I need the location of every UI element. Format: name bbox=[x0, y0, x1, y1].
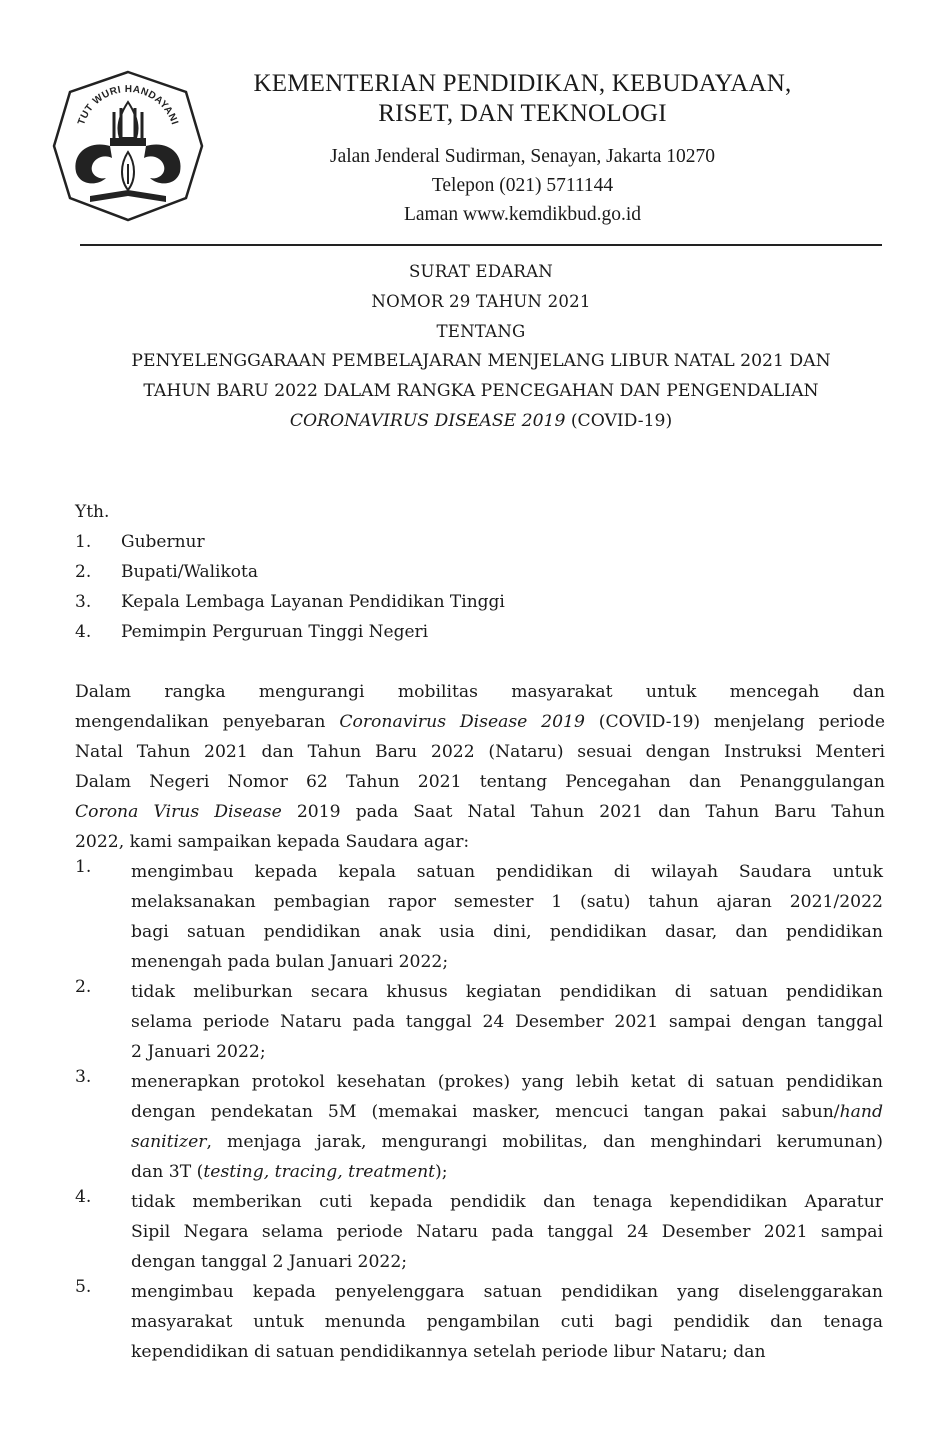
text-run: ); bbox=[435, 1162, 448, 1182]
point-line: kependidikan di satuan pendidikannya setelah periode libur Nataru; dan bbox=[131, 1342, 766, 1362]
point-number: 4. bbox=[75, 1187, 92, 1207]
paragraph-line: Dalam Negeri Nomor 62 Tahun 2021 tentang Pencegahan dan Penanggulangan bbox=[75, 772, 885, 792]
text-run: 2019 pada Saat Natal Tahun 2021 dan Tahun Baru Tahun bbox=[281, 802, 885, 822]
point-line bbox=[131, 1097, 883, 1127]
point-number: 3. bbox=[75, 1067, 92, 1087]
salutation: Yth. bbox=[75, 502, 110, 522]
point-line: bagi satuan pendidikan anak usia dini, pendidikan dasar, dan pendidikan bbox=[131, 922, 883, 942]
point-number: 5. bbox=[75, 1277, 92, 1297]
tut-wuri-handayani-logo bbox=[50, 68, 206, 224]
point-line: mengimbau kepada kepala satuan pendidikan di wilayah Saudara untuk bbox=[131, 862, 883, 882]
text-run: (COVID-19) menjelang periode bbox=[584, 712, 886, 732]
point-line: tidak memberikan cuti kepada pendidik dan tenaga kependidikan Aparatur bbox=[131, 1192, 883, 1212]
text-italic: sanitizer bbox=[131, 1132, 207, 1152]
intro-paragraph bbox=[75, 677, 885, 857]
recipient-number: 3. bbox=[75, 592, 92, 612]
ministry-website: Laman www.kemdikbud.go.id bbox=[403, 204, 642, 225]
recipient-item: Gubernur bbox=[121, 532, 205, 552]
recipient-item: Bupati/Walikota bbox=[121, 562, 258, 582]
point-line: tidak meliburkan secara khusus kegiatan pendidikan di satuan pendidikan bbox=[131, 982, 883, 1002]
recipient-item: Kepala Lembaga Layanan Pendidikan Tinggi bbox=[121, 592, 505, 612]
letter-subject-line2: TAHUN BARU 2022 DALAM RANGKA PENCEGAHAN DAN PENGENDALIAN bbox=[143, 381, 819, 401]
point-text bbox=[131, 857, 883, 977]
paragraph-line: 2022, kami sampaikan kepada Saudara agar: bbox=[75, 832, 470, 852]
letterhead-divider bbox=[80, 244, 882, 246]
point-line: dengan tanggal 2 Januari 2022; bbox=[131, 1252, 408, 1272]
recipient-item: Pemimpin Perguruan Tinggi Negeri bbox=[121, 622, 429, 642]
letter-number: NOMOR 29 TAHUN 2021 bbox=[371, 292, 591, 311]
point-number: 2. bbox=[75, 977, 92, 997]
point-text bbox=[131, 977, 883, 1067]
point-line: mengimbau kepada penyelenggara satuan pendidikan yang diselenggarakan bbox=[131, 1282, 883, 1302]
svg-text:TUT WURI HANDAYANI: TUT WURI HANDAYANI bbox=[76, 83, 180, 127]
paragraph-line bbox=[75, 797, 885, 827]
point-line: menerapkan protokol kesehatan (prokes) yang lebih ketat di satuan pendidikan bbox=[131, 1072, 883, 1092]
recipient-number: 2. bbox=[75, 562, 92, 582]
point-line: Sipil Negara selama periode Nataru pada tanggal 24 Desember 2021 sampai bbox=[131, 1222, 883, 1242]
text-italic: Coronavirus Disease 2019 bbox=[339, 712, 585, 732]
letter-about: TENTANG bbox=[436, 322, 526, 341]
subject-rest: (COVID-19) bbox=[565, 411, 673, 431]
paragraph-line: Natal Tahun 2021 dan Tahun Baru 2022 (Nataru) sesuai dengan Instruksi Menteri bbox=[75, 742, 885, 762]
point-line: 2 Januari 2022; bbox=[131, 1042, 266, 1062]
point-line: menengah pada bulan Januari 2022; bbox=[131, 952, 449, 972]
text-run: dengan pendekatan 5M (memakai masker, mencuci tangan pakai sabun/ bbox=[131, 1102, 840, 1122]
point-line: melaksanakan pembagian rapor semester 1 (satu) tahun ajaran 2021/2022 bbox=[131, 892, 883, 912]
letter-subject-line1: PENYELENGGARAAN PEMBELAJARAN MENJELANG LIBUR NATAL 2021 DAN bbox=[131, 351, 831, 371]
point-text bbox=[131, 1277, 883, 1367]
ministry-phone: Telepon (021) 5711144 bbox=[431, 175, 614, 196]
text-run: dan 3T ( bbox=[131, 1162, 204, 1182]
paragraph-line bbox=[75, 707, 885, 737]
letter-type: SURAT EDARAN bbox=[408, 262, 554, 281]
ministry-name-line2: RISET, DAN TEKNOLOGI bbox=[378, 100, 667, 127]
text-run: , menjaga jarak, mengurangi mobilitas, dan menghindari kerumunan) bbox=[206, 1132, 883, 1152]
letter-subject-line3 bbox=[60, 411, 902, 431]
point-line bbox=[131, 1157, 883, 1187]
ministry-address: Jalan Jenderal Sudirman, Senayan, Jakarta 10270 bbox=[329, 146, 715, 167]
point-number: 1. bbox=[75, 857, 92, 877]
point-text bbox=[131, 1067, 883, 1187]
ministry-name-line1: KEMENTERIAN PENDIDIKAN, KEBUDAYAAN, bbox=[253, 70, 792, 97]
subject-italic: CORONAVIRUS DISEASE 2019 bbox=[289, 411, 566, 431]
point-line: selama periode Nataru pada tanggal 24 Desember 2021 sampai dengan tanggal bbox=[131, 1012, 883, 1032]
text-italic: hand bbox=[839, 1102, 883, 1122]
text-italic: Corona Virus Disease bbox=[75, 802, 282, 822]
point-text bbox=[131, 1187, 883, 1277]
recipient-number: 1. bbox=[75, 532, 92, 552]
paragraph-line: Dalam rangka mengurangi mobilitas masyarakat untuk mencegah dan bbox=[75, 682, 885, 702]
point-line bbox=[131, 1127, 883, 1157]
text-italic: testing, tracing, treatment bbox=[203, 1162, 436, 1182]
text-run: mengendalikan penyebaran bbox=[75, 712, 340, 732]
recipient-number: 4. bbox=[75, 622, 92, 642]
point-line: masyarakat untuk menunda pengambilan cuti bagi pendidik dan tenaga bbox=[131, 1312, 883, 1332]
